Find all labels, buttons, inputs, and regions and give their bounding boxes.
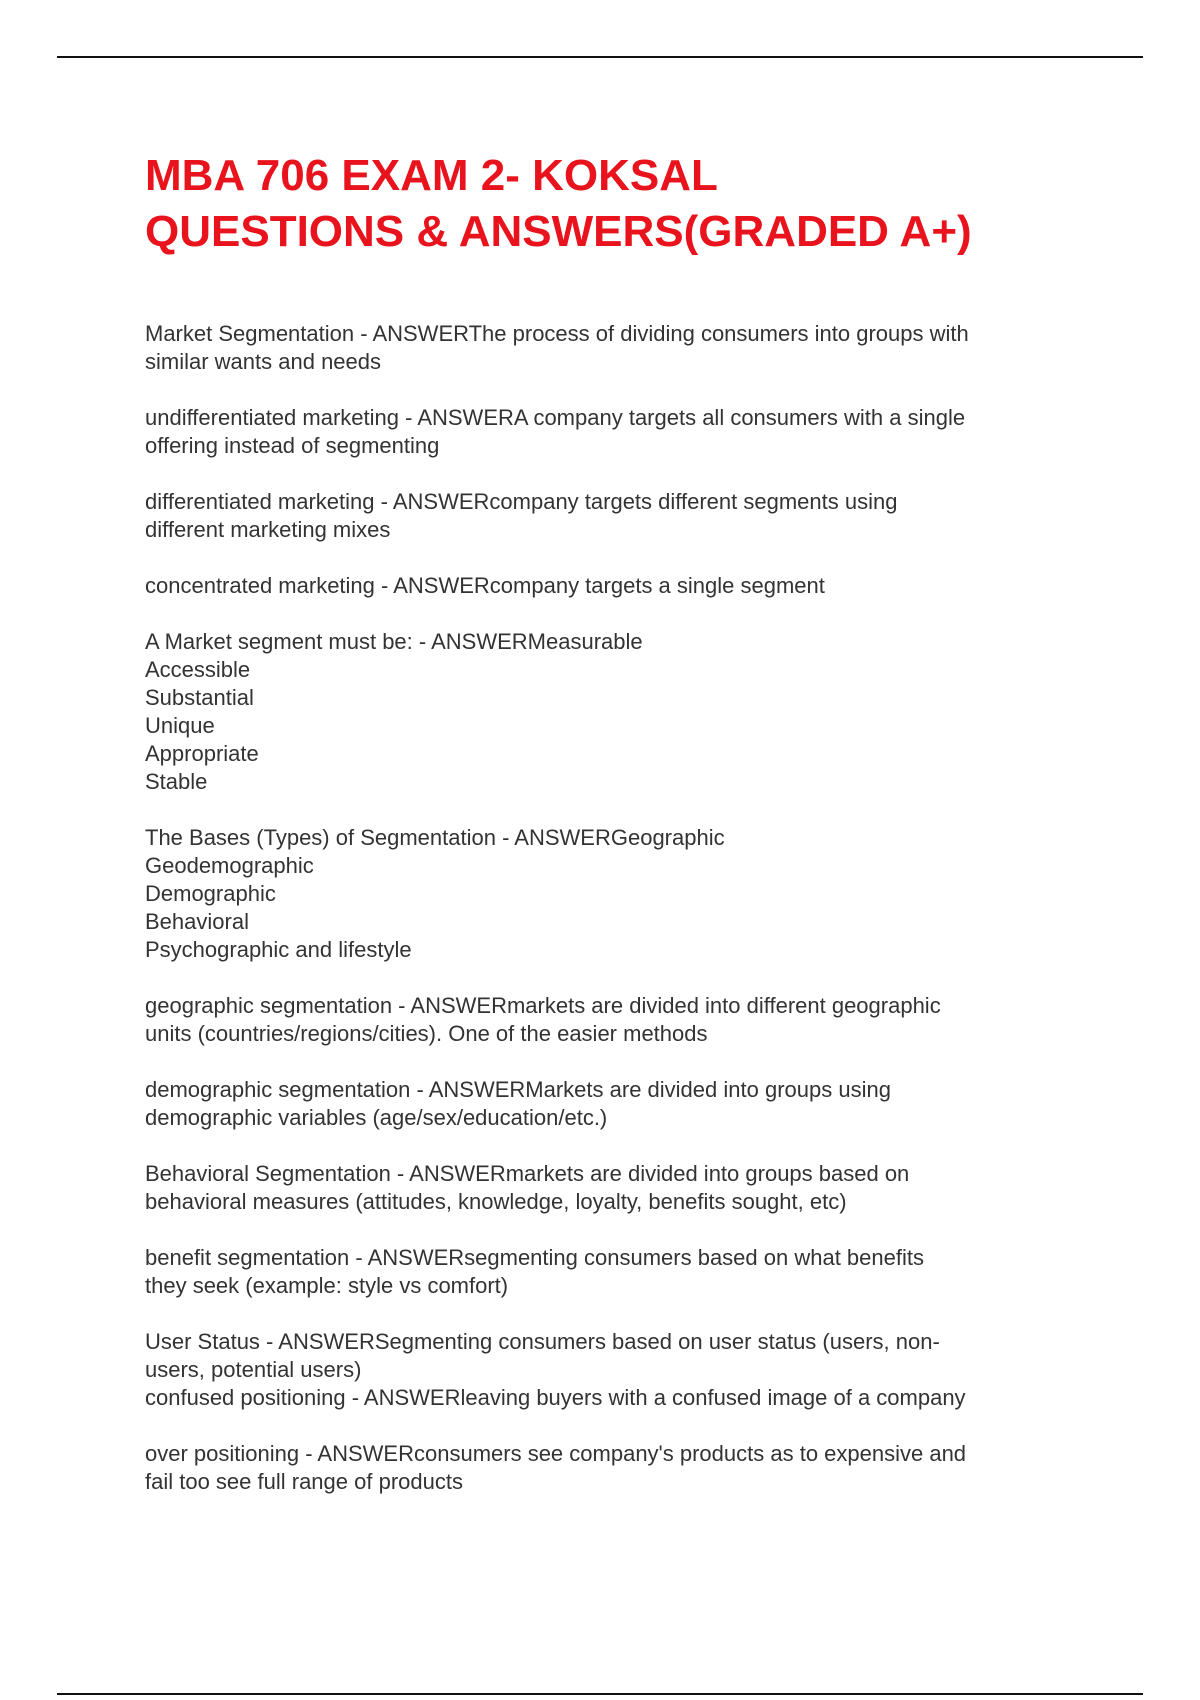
- qa-line: concentrated marketing - ANSWERcompany targets a single segment: [145, 573, 825, 598]
- qa-line: Appropriate: [145, 741, 259, 766]
- qa-line: Stable: [145, 769, 208, 794]
- qa-line: offering instead of segmenting: [145, 433, 440, 458]
- qa-entry: [145, 1160, 1065, 1216]
- qa-line: Behavioral: [145, 909, 249, 934]
- qa-line: units (countries/regions/cities). One of the easier methods: [145, 1021, 708, 1046]
- document-page: [145, 148, 1065, 1524]
- qa-line: demographic segmentation - ANSWERMarkets are divided into groups using: [145, 1077, 891, 1102]
- qa-entry: [145, 1244, 1065, 1300]
- qa-entry: [145, 404, 1065, 460]
- qa-line: they seek (example: style vs comfort): [145, 1273, 509, 1298]
- qa-line: fail too see full range of products: [145, 1469, 463, 1494]
- qa-entry: [145, 1384, 1065, 1412]
- qa-line: benefit segmentation - ANSWERsegmenting consumers based on what benefits: [145, 1245, 924, 1270]
- qa-entry: [145, 992, 1065, 1048]
- qa-line: undifferentiated marketing - ANSWERA company targets all consumers with a single: [145, 405, 966, 430]
- qa-line: Accessible: [145, 657, 251, 682]
- title-line: QUESTIONS & ANSWERS(GRADED A+): [145, 207, 972, 256]
- qa-line: Substantial: [145, 685, 254, 710]
- qa-line: Unique: [145, 713, 215, 738]
- qa-line: Market Segmentation - ANSWERThe process of dividing consumers into groups with: [145, 321, 969, 346]
- qa-line: over positioning - ANSWERconsumers see company's products as to expensive and: [145, 1441, 967, 1466]
- document-title: [145, 148, 1065, 260]
- qa-entry: [145, 1328, 1065, 1384]
- qa-entry: [145, 824, 1065, 964]
- qa-line: Demographic: [145, 881, 276, 906]
- qa-line: confused positioning - ANSWERleaving buyers with a confused image of a company: [145, 1385, 966, 1410]
- qa-line: differentiated marketing - ANSWERcompany targets different segments using: [145, 489, 898, 514]
- top-rule: [57, 56, 1143, 58]
- qa-line: Geodemographic: [145, 853, 314, 878]
- qa-line: users, potential users): [145, 1357, 362, 1382]
- qa-entry: [145, 572, 1065, 600]
- title-line: MBA 706 EXAM 2- KOKSAL: [145, 151, 718, 200]
- qa-entry: [145, 1076, 1065, 1132]
- qa-line: demographic variables (age/sex/education/etc.): [145, 1105, 608, 1130]
- qa-line: The Bases (Types) of Segmentation - ANSWERGeographic: [145, 825, 725, 850]
- qa-entry: [145, 1440, 1065, 1496]
- qa-line: A Market segment must be: - ANSWERMeasurable: [145, 629, 643, 654]
- qa-line: Psychographic and lifestyle: [145, 937, 412, 962]
- qa-line: User Status - ANSWERSegmenting consumers based on user status (users, non-: [145, 1329, 940, 1354]
- qa-line: behavioral measures (attitudes, knowledge, loyalty, benefits sought, etc): [145, 1189, 847, 1214]
- qa-line: different marketing mixes: [145, 517, 391, 542]
- qa-entry: [145, 320, 1065, 376]
- qa-line: Behavioral Segmentation - ANSWERmarkets are divided into groups based on: [145, 1161, 910, 1186]
- qa-list: [145, 320, 1065, 1496]
- qa-entry: [145, 628, 1065, 796]
- qa-entry: [145, 488, 1065, 544]
- qa-line: geographic segmentation - ANSWERmarkets are divided into different geographic: [145, 993, 941, 1018]
- bottom-rule: [57, 1693, 1143, 1695]
- qa-line: similar wants and needs: [145, 349, 382, 374]
